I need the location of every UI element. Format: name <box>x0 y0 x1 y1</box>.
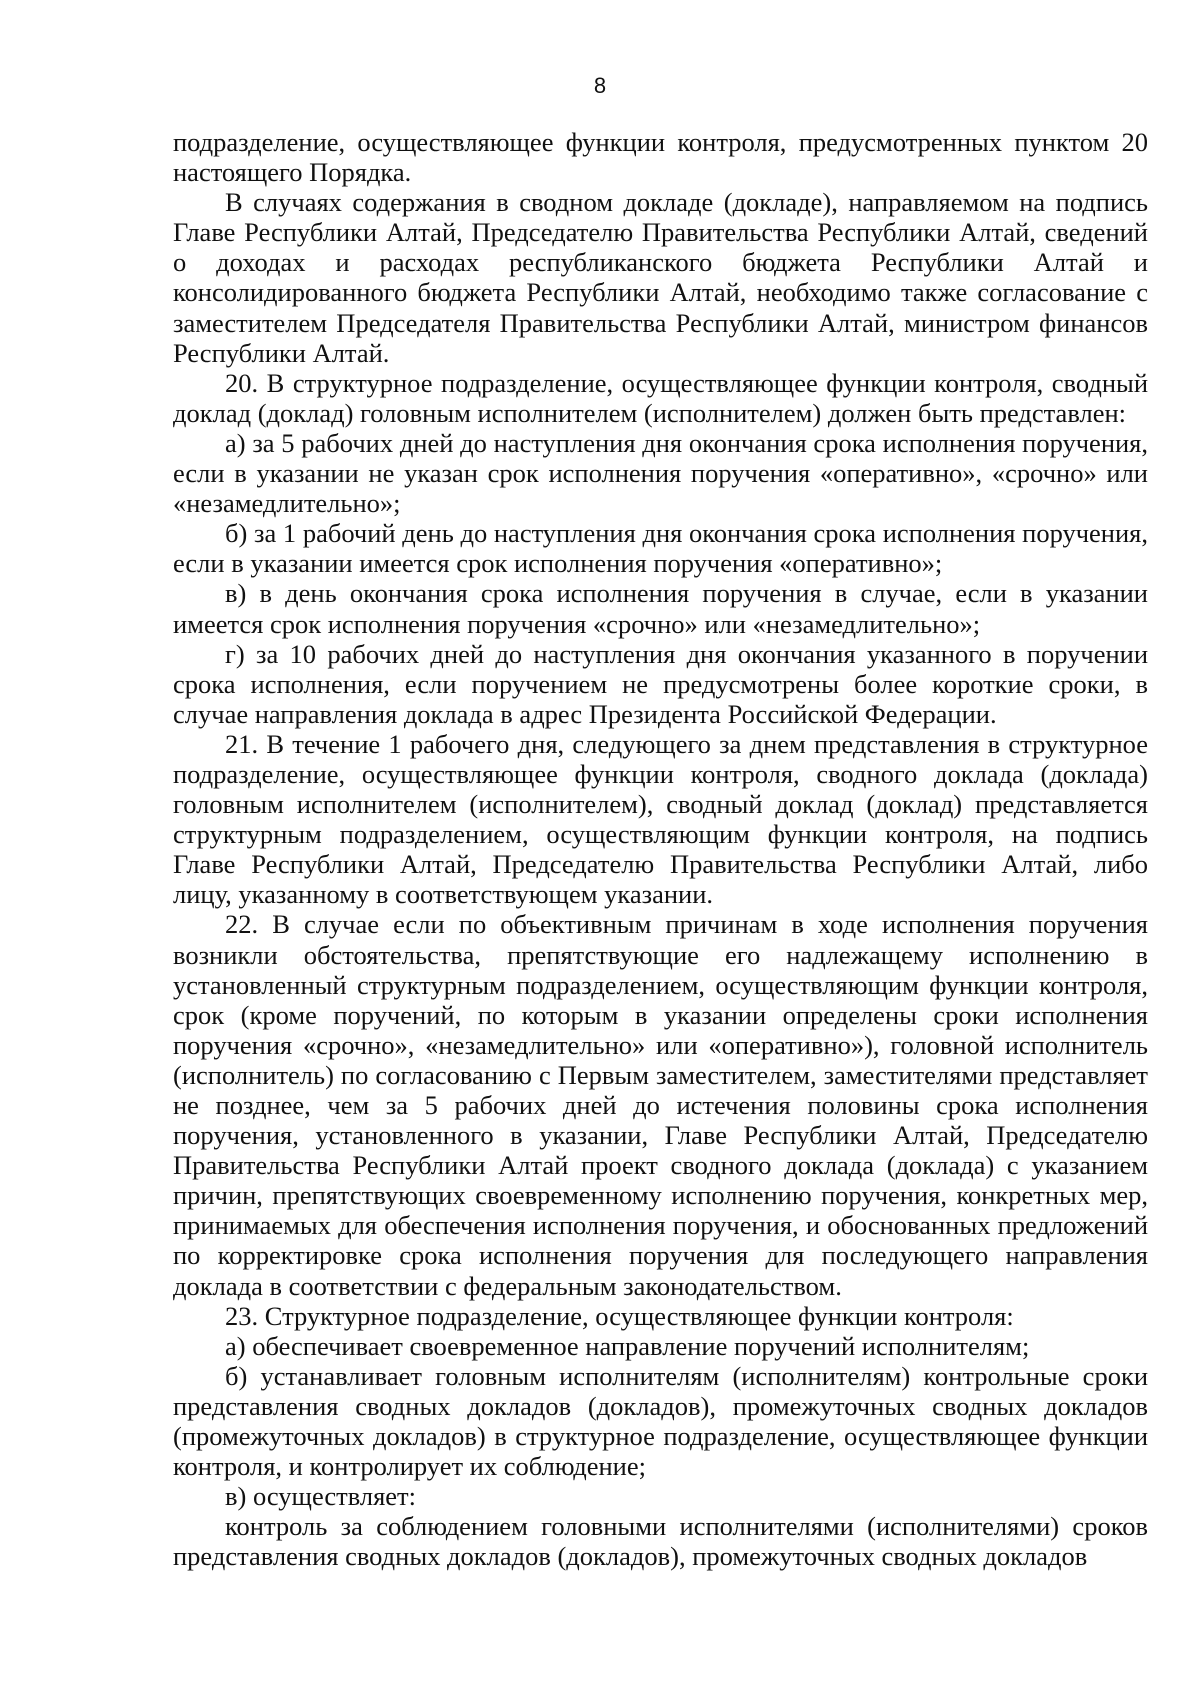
paragraph-item-23-a: а) обеспечивает своевременное направление поручений исполнителям; <box>225 1330 1030 1361</box>
paragraph-item-23: 23. Структурное подразделение, осуществляющее функции контроля: <box>225 1300 1014 1331</box>
paragraph-item-20-v: в) в день окончания срока исполнения поручения в случае, если в указании имеется срок исполнения поручения «срочно» или «незамедлительно»; <box>173 578 1148 639</box>
paragraph-budget-approval: В случаях содержания в сводном докладе (докладе), направляемом на подпись Главе Республики Алтай, Председателю Правительства Республики Алтай, сведений о доходах и расходах республиканского бюджета Республики Алтай и консолидированного бюджета Республики Алтай, необходимо также согласование с заместителем Председателя Правительства Республики Алтай, министром финансов Республики Алтай. <box>173 187 1148 368</box>
paragraph-item-21: 21. В течение 1 рабочего дня, следующего за днем представления в структурное подразделение, осуществляющее функции контроля, сводного доклада (доклада) головным исполнителем (исполнителем), сводный доклад (доклад) представляется структурным подразделением, осуществляющим функции контроля, на подпись Главе Республики Алтай, Председателю Правительства Республики Алтай, либо лицу, указанному в соответствующем указании. <box>173 728 1148 910</box>
page-number: 8 <box>593 73 607 98</box>
document-body <box>173 127 1148 1572</box>
paragraph-item-23-v: в) осуществляет: <box>225 1481 416 1512</box>
paragraph-item-22: 22. В случае если по объективным причинам в ходе исполнения поручения возникли обстоятельства, препятствующие его надлежащему исполнению в установленный структурным подразделением, осуществляющим функции контроля, срок (кроме поручений, по которым в указании определены сроки исполнения поручения «срочно», «незамедлительно» или «оперативно»), головной исполнитель (исполнитель) по согласованию с Первым заместителем, заместителями представляет не позднее, чем за 5 рабочих дней до истечения половины срока исполнения поручения, установленного в указании, Главе Республики Алтай, Председателю Правительства Республики Алтай проект сводного доклада (доклада) с указанием причин, препятствующих своевременному исполнению поручения, конкретных мер, принимаемых для обеспечения исполнения поручения, и обоснованных предложений по корректировке срока исполнения поручения для последующего направления доклада в соответствии с федеральным законодательством. <box>173 909 1148 1301</box>
paragraph-item-20-b: б) за 1 рабочий день до наступления дня окончания срока исполнения поручения, если в указании имеется срок исполнения поручения «оперативно»; <box>173 518 1148 579</box>
paragraph-continuation: подразделение, осуществляющее функции контроля, предусмотренных пунктом 20 настоящего Порядка. <box>173 127 1148 188</box>
paragraph-item-23-b: б) устанавливает головным исполнителям (исполнителям) контрольные сроки представления сводных докладов (докладов), промежуточных сводных докладов (промежуточных докладов) в структурное подразделение, осуществляющее функции контроля, и контролирует их соблюдение; <box>173 1360 1148 1482</box>
paragraph-item-20-a: а) за 5 рабочих дней до наступления дня окончания срока исполнения поручения, если в указании не указан срок исполнения поручения «оперативно», «срочно» или «незамедлительно»; <box>173 427 1148 519</box>
paragraph-item-23-v-control: контроль за соблюдением головными исполнителями (исполнителями) сроков представления сводных докладов (докладов), промежуточных сводных докладов <box>173 1511 1148 1572</box>
paragraph-item-20-g: г) за 10 рабочих дней до наступления дня окончания указанного в поручении срока исполнения, если поручением не предусмотрены более короткие сроки, в случае направления доклада в адрес Президента Российской Федерации. <box>173 638 1148 729</box>
paragraph-item-20: 20. В структурное подразделение, осуществляющее функции контроля, сводный доклад (доклад) головным исполнителем (исполнителем) должен быть представлен: <box>173 367 1148 428</box>
